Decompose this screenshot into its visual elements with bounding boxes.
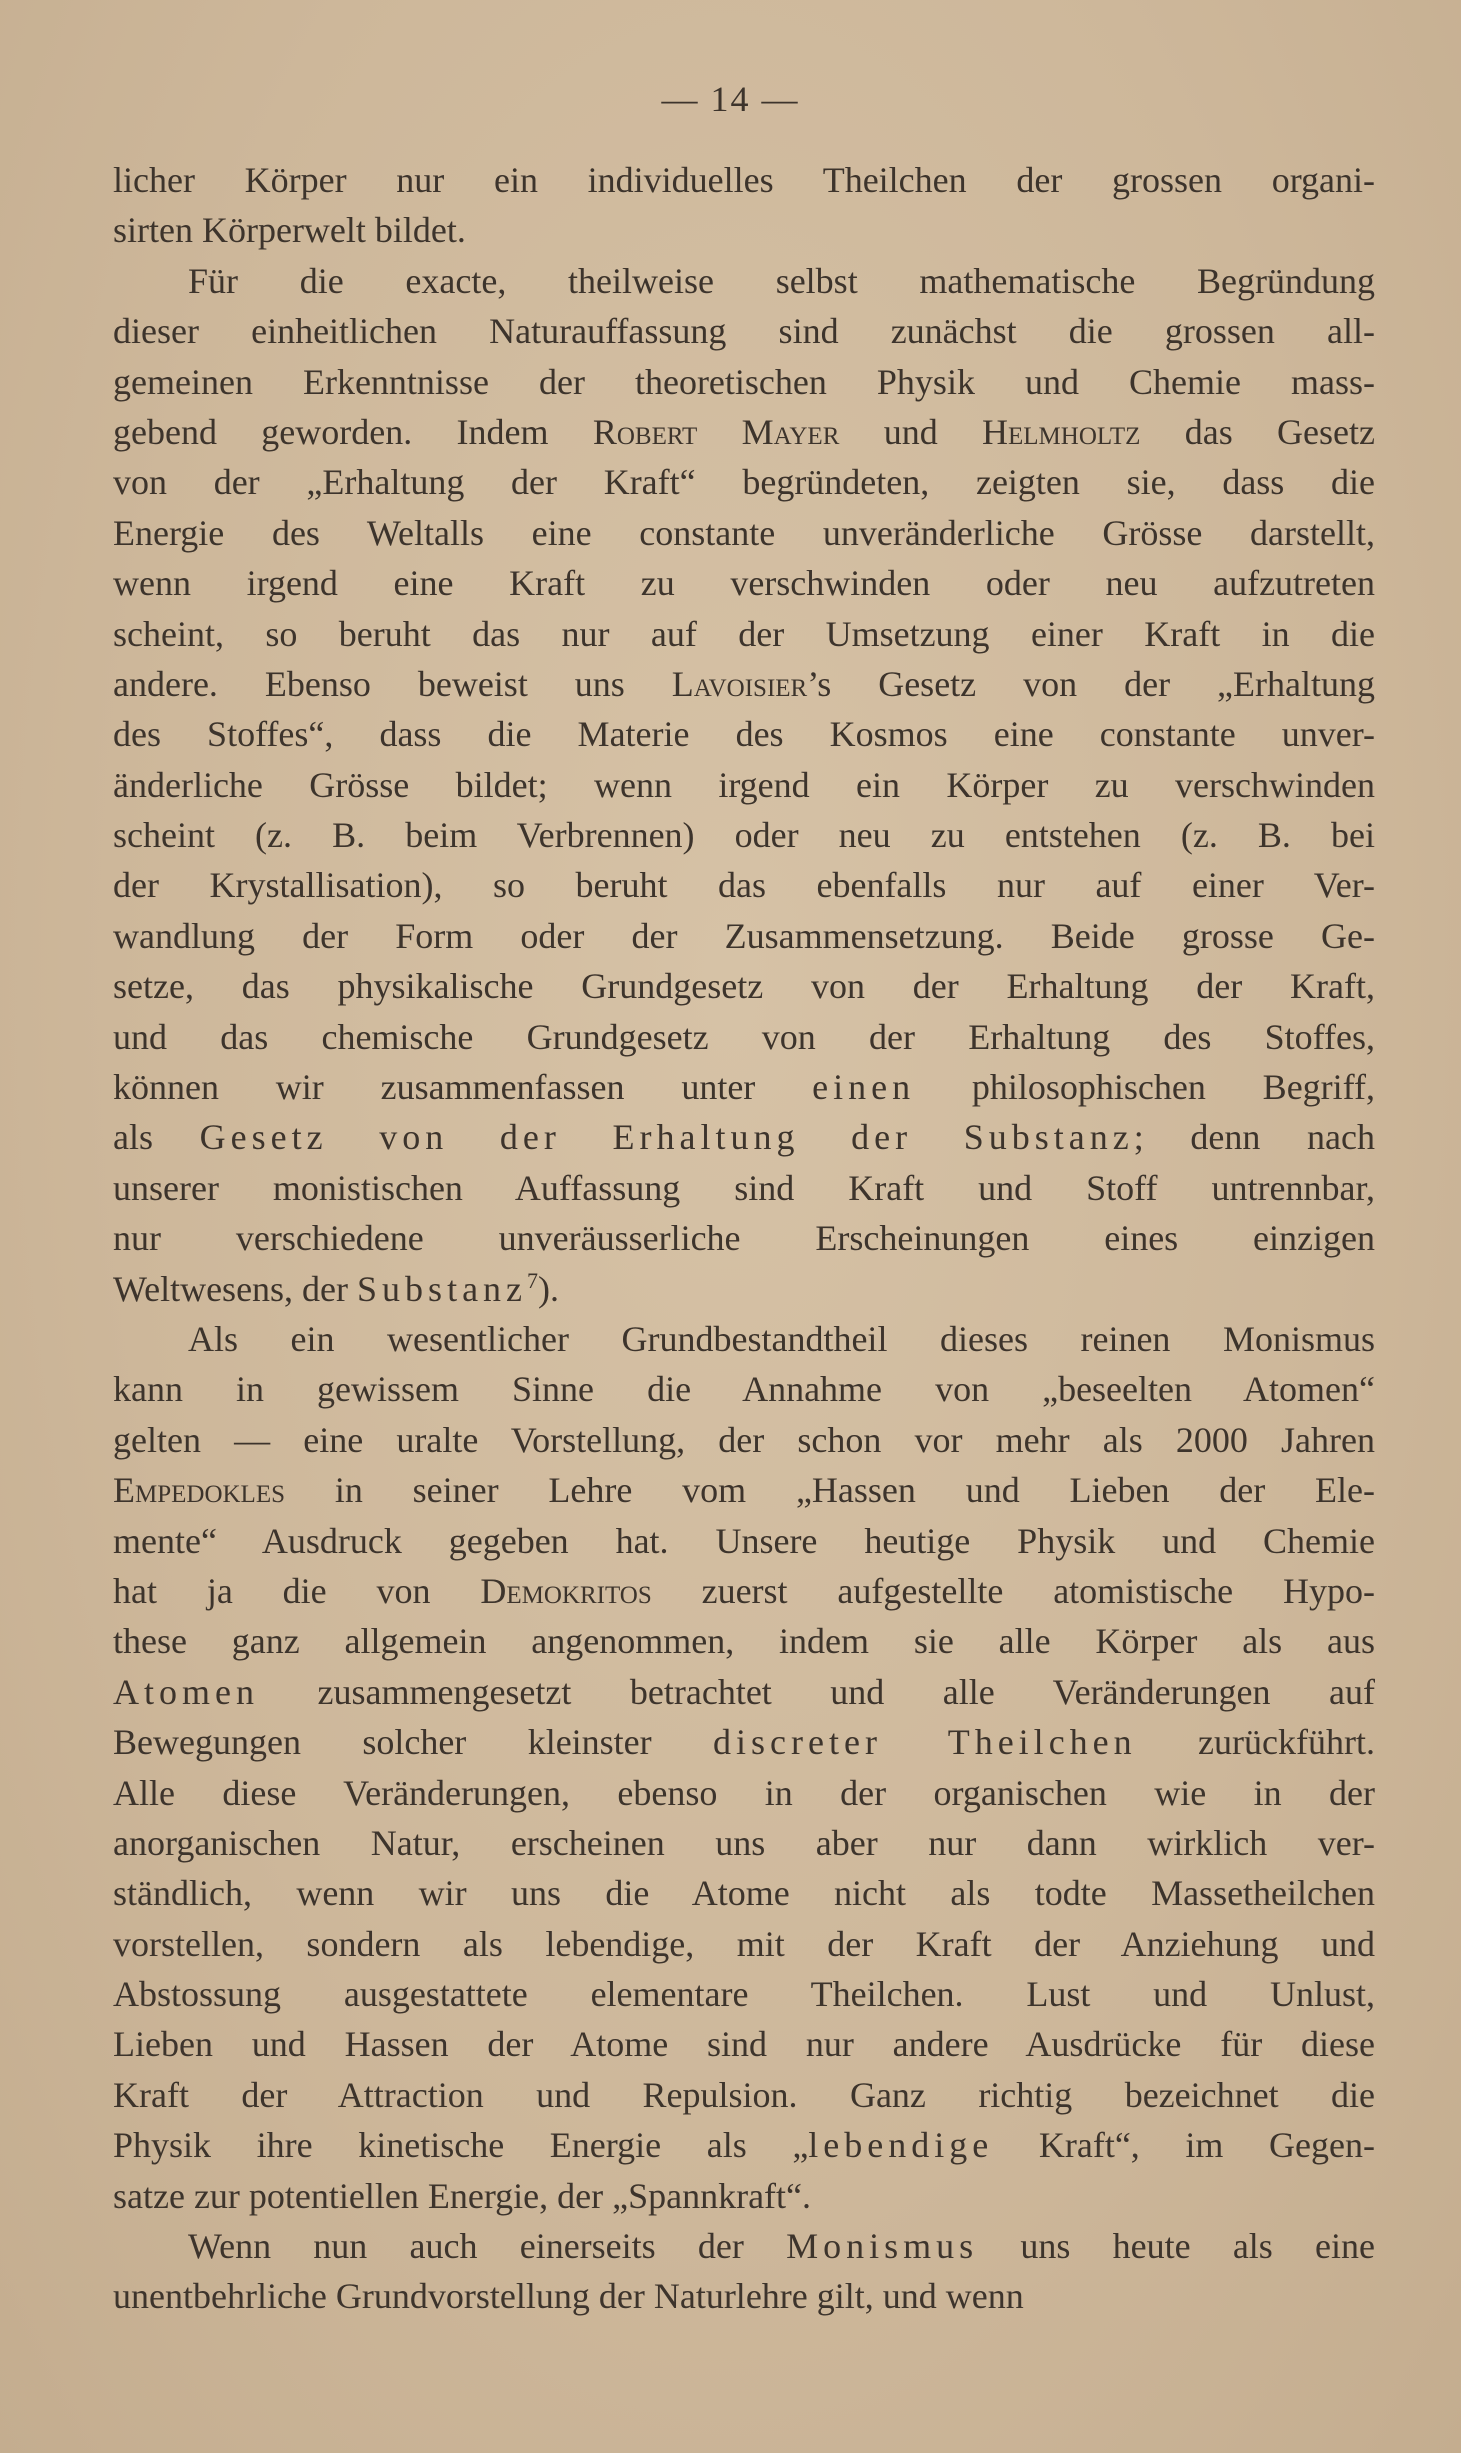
text-run: änderliche Grösse bildet; wenn irgend ein Körper zu verschwinden (113, 764, 1375, 805)
text-run: anorganischen Natur, erscheinen uns aber nur dann wirklich ver- (113, 1822, 1375, 1863)
text-run: Abstossung ausgestattete elementare Theilchen. Lust und Unlust, (113, 1974, 1375, 2015)
text-line (113, 911, 1375, 961)
text-run: Weltwesens, der (113, 1268, 358, 1309)
text-run: wandlung der Form oder der Zusammensetzung. Beide grosse Ge- (113, 915, 1375, 956)
text-run: Als ein wesentlicher Grundbestandtheil dieses reinen Monismus (188, 1318, 1375, 1359)
text-line (113, 1264, 1375, 1314)
text-run: gebend geworden. Indem (113, 411, 593, 452)
text-run: licher Körper nur ein individuelles Theilchen der grossen organi- (113, 160, 1375, 200)
text-run: in seiner Lehre vom „Hassen und Lieben der Ele- (285, 1470, 1375, 1511)
text-run: Physik ihre kinetische Energie als „ (113, 2125, 809, 2166)
text-line (113, 860, 1375, 910)
text-line (113, 2070, 1375, 2120)
body-text (113, 155, 1375, 2322)
text-run: und das chemische Grundgesetz von der Erhaltung des Stoffes, (113, 1016, 1375, 1057)
text-line (113, 306, 1375, 356)
text-line (113, 155, 1375, 205)
text-line (113, 357, 1375, 407)
text-run: philosophischen Begriff, (915, 1067, 1375, 1108)
text-line (113, 407, 1375, 457)
text-line (113, 1919, 1375, 1969)
text-run: Wenn nun auch einerseits der (188, 2226, 787, 2267)
text-run: wenn irgend eine Kraft zu verschwinden oder neu aufzutreten (113, 563, 1375, 604)
text-line (113, 1213, 1375, 1263)
text-line (113, 205, 1375, 255)
text-run: setze, das physikalische Grundgesetz von der Erhaltung der Kraft, (113, 966, 1375, 1007)
text-run: Substanz (357, 1268, 528, 1309)
text-run: Alle diese Veränderungen, ebenso in der organischen wie in der (113, 1772, 1375, 1813)
text-line (113, 1969, 1375, 2019)
text-run: gelten — eine uralte Vorstellung, der schon vor mehr als 2000 Jahren (113, 1419, 1375, 1460)
text-run: uns heute als eine (978, 2226, 1375, 2267)
text-run: nur verschiedene unveräusserliche Erscheinungen eines einzigen (113, 1218, 1375, 1259)
text-line (113, 1012, 1375, 1062)
text-run: kann in gewissem Sinne die Annahme von „beseelten Atomen“ (113, 1369, 1375, 1410)
text-run: einen (812, 1067, 916, 1108)
text-run: Helmholtz (982, 411, 1141, 452)
text-run: scheint, so beruht das nur auf der Umsetzung einer Kraft in die (113, 613, 1375, 654)
text-line (113, 457, 1375, 507)
text-run: ; denn nach (1133, 1117, 1375, 1158)
text-run: unentbehrliche Grundvorstellung der Naturlehre gilt, und wenn (113, 2276, 1024, 2317)
text-run: der Krystallisation), so beruht das ebenfalls nur auf einer Ver- (113, 865, 1375, 906)
text-run: Für die exacte, theilweise selbst mathematische Begründung (188, 260, 1375, 301)
text-line (113, 810, 1375, 860)
text-run: Energie des Weltalls eine constante unveränderliche Grösse darstellt, (113, 512, 1375, 553)
text-run: Robert Mayer (592, 411, 840, 452)
text-line (113, 256, 1375, 306)
text-run: können wir zusammenfassen unter (113, 1067, 813, 1108)
text-run: satze zur potentiellen Energie, der „Spannkraft“. (113, 2175, 812, 2216)
text-run: und (839, 411, 983, 452)
text-run: Kraft der Attraction und Repulsion. Ganz richtig bezeichnet die (113, 2074, 1375, 2115)
text-line (113, 1768, 1375, 1818)
text-run: Empedokles (113, 1470, 286, 1511)
text-run: Monismus (786, 2226, 979, 2267)
text-run: mente“ Ausdruck gegeben hat. Unsere heutige Physik und Chemie (113, 1520, 1375, 1561)
text-line (113, 2221, 1375, 2271)
footnote-mark: 7 (527, 1267, 539, 1293)
text-run: ’s Gesetz von der „Erhaltung (807, 663, 1375, 704)
text-line (113, 1667, 1375, 1717)
text-run: von der „Erhaltung der Kraft“ begründeten, zeigten sie, dass die (113, 462, 1375, 503)
text-run: lebendige (808, 2125, 994, 2166)
text-run: als (113, 1117, 200, 1158)
page-number: — 14 — (661, 79, 800, 119)
text-run: Lavoisier (671, 663, 808, 704)
text-line (113, 1717, 1375, 1767)
text-run: Demokritos (480, 1570, 652, 1611)
text-line (113, 760, 1375, 810)
text-run: scheint (z. B. beim Verbrennen) oder neu zu entstehen (z. B. bei (113, 815, 1375, 856)
text-line (113, 659, 1375, 709)
text-line (113, 961, 1375, 1011)
text-line (113, 1465, 1375, 1515)
text-run: das Gesetz (1140, 411, 1375, 452)
text-line (113, 1868, 1375, 1918)
text-run: dieser einheitlichen Naturauffassung sind zunächst die grossen all- (113, 311, 1375, 352)
text-run: vorstellen, sondern als lebendige, mit der Kraft der Anziehung und (113, 1923, 1375, 1964)
text-run: Atomen (113, 1671, 259, 1712)
text-run: ständlich, wenn wir uns die Atome nicht als todte Massetheilchen (113, 1873, 1375, 1914)
text-run: hat ja die von (113, 1570, 481, 1611)
text-line (113, 1062, 1375, 1112)
text-run: zurückführt. (1136, 1722, 1375, 1763)
text-run: these ganz allgemein angenommen, indem sie alle Körper als aus (113, 1621, 1375, 1662)
text-line (113, 1516, 1375, 1566)
text-line (113, 2120, 1375, 2170)
text-line (113, 1616, 1375, 1666)
text-run: unserer monistischen Auffassung sind Kraft und Stoff untrennbar, (113, 1167, 1375, 1208)
text-run: zusammengesetzt betrachtet und alle Veränderungen auf (258, 1671, 1375, 1712)
text-line (113, 508, 1375, 558)
text-line (113, 2019, 1375, 2069)
text-run: zuerst aufgestellte atomistische Hypo- (651, 1570, 1375, 1611)
text-run: Kraft“, im Gegen- (993, 2125, 1375, 2166)
text-line (113, 1566, 1375, 1616)
text-line (113, 2271, 1375, 2321)
text-run: Bewegungen solcher kleinster (113, 1722, 714, 1763)
text-line (113, 1314, 1375, 1364)
text-line (113, 1112, 1375, 1162)
text-line (113, 1163, 1375, 1213)
text-run: discreter Theilchen (713, 1722, 1137, 1763)
text-line (113, 1818, 1375, 1868)
text-run: des Stoffes“, dass die Materie des Kosmos eine constante unver- (113, 714, 1375, 755)
text-run: andere. Ebenso beweist uns (113, 663, 672, 704)
text-line (113, 1415, 1375, 1465)
text-line (113, 709, 1375, 759)
text-run: Gesetz von der Erhaltung der Substanz (199, 1117, 1134, 1158)
text-run: ). (538, 1268, 560, 1309)
text-line (113, 558, 1375, 608)
text-line (113, 609, 1375, 659)
text-run: sirten Körperwelt bildet. (113, 210, 466, 251)
text-run: Lieben und Hassen der Atome sind nur andere Ausdrücke für diese (113, 2024, 1375, 2065)
text-line (113, 1364, 1375, 1414)
text-line (113, 2171, 1375, 2221)
text-run: gemeinen Erkenntnisse der theoretischen Physik und Chemie mass- (113, 361, 1375, 402)
